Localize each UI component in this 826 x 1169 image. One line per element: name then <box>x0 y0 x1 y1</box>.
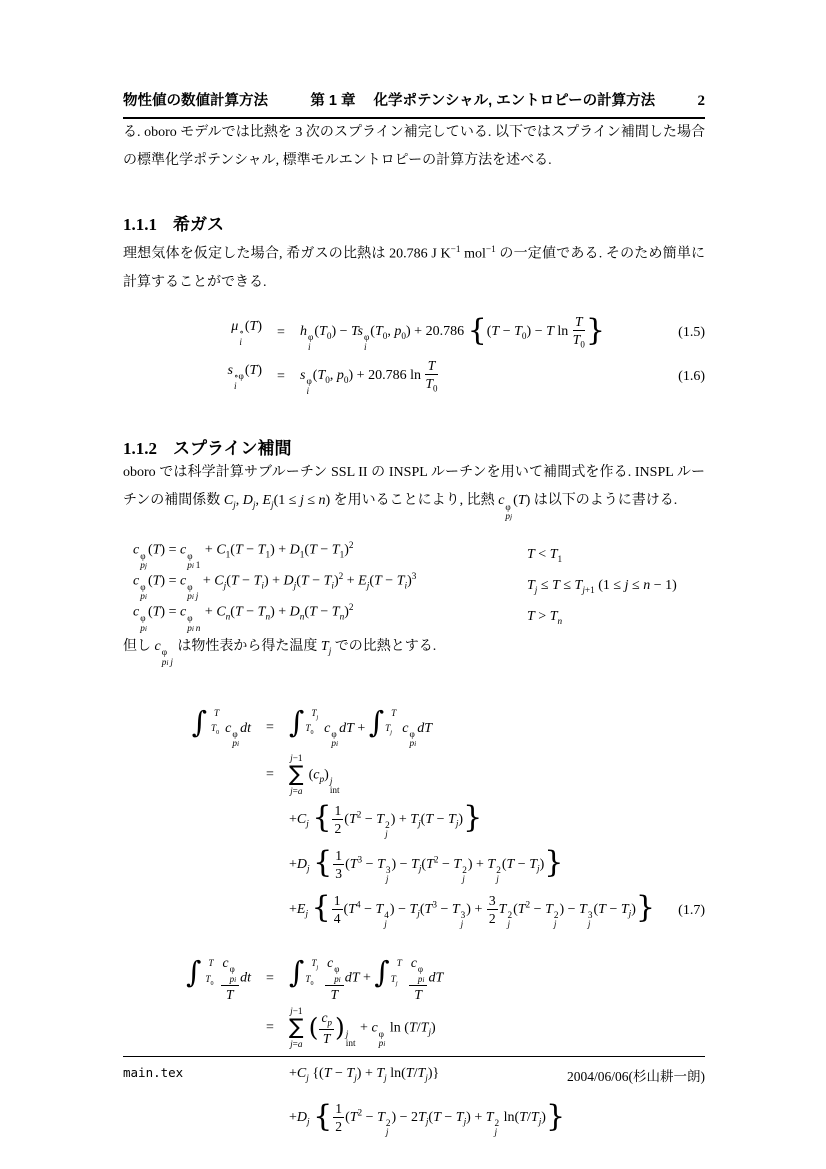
spline-formula: c φ pi (T) = c φ pi j + $C_j(T - T_i) + D_j(T - T_i)^2 + E_j(T - T_i)^3$ <box>133 571 417 602</box>
equation-lhs: s ∘φ i (T) <box>227 362 262 391</box>
equation-1-6 <box>200 355 705 399</box>
equation-rhs: ∫ $T_j$ $T_0$ c φ pi dT + ∫ T $T_j$ c φ pi dT <box>289 704 433 749</box>
footer-date-author: 2004/06/06(杉山耕一朗) <box>567 1069 705 1084</box>
equation-rhs: $+E_j$ { $\frac{1}{4}$ ($T^4 - T$ 4 j ) − $T_j(T^3 - T$ 3 j ) + $\frac{3}{2}$ T 2 j ($T^2 - T$ 2 j ) − T 3 j $(T - T_j)$} <box>289 890 656 930</box>
equation-rhs: ∫ $T_j$ $T_0$ c φ pi T dT + ∫ T $T_j$ c φ pi T dT <box>289 954 444 1003</box>
equation-number: (1.5) <box>678 325 705 341</box>
spline-equation-row <box>133 571 705 602</box>
equation-number: (1.7) <box>678 903 705 919</box>
equation-rhs: $+C_j$ {$(T - T_j) + T_j$ $\ln(T/T_j)$} <box>289 1066 440 1083</box>
equation-row <box>165 1007 705 1049</box>
page-footer <box>123 1056 705 1085</box>
section-heading-1-1-1 <box>123 215 705 235</box>
equation-row <box>165 801 705 841</box>
equals-sign: = <box>266 767 274 783</box>
equation-number: (1.6) <box>678 369 705 385</box>
header-chapter-label: 第 1 章 <box>310 93 356 109</box>
section-title: スプライン補間 <box>173 439 292 459</box>
equation-lhs: ∫ T $T_0$ c φ pi dt <box>191 704 251 749</box>
header-doc-title: 物性値の数値計算方法 <box>123 93 268 109</box>
section-title: 希ガス <box>173 215 224 234</box>
equation-row <box>165 955 705 1002</box>
equation-row <box>165 846 705 886</box>
equation-rhs: h φ i $(T_0) - Ts$ φ i ($T_0$, $p_0) + 20.786$ {$(T - T_0) - T$ ln $\frac{T}{T_0}$ } <box>300 312 605 352</box>
equation-rhs: j−1 ∑ j=a $(c_p)$ j int <box>289 753 340 797</box>
equation-group-1-5-1-6 <box>123 311 705 399</box>
equals-sign: = <box>266 720 274 736</box>
spline-condition: $T > T_n$ <box>527 609 563 627</box>
spline-formula: c φ pi (T) = c φ pi n + $C_n(T - T_n) + D_n(T - T_n)^2$ <box>133 602 354 633</box>
header-chapter-heading <box>310 89 655 110</box>
equation-rhs: $+D_j$ { $\frac{1}{3}$ ($T^3 - T$ 3 j ) − $T_j(T^2 - T$ 2 j ) + T 2 j $(T - T_j)$} <box>289 845 564 885</box>
spline-equation-row <box>133 602 705 633</box>
equation-rhs: s φ i ($T_0$, $p_0) + 20.786$ ln $\frac{T}{T_0}$ <box>300 357 438 396</box>
equation-1-5 <box>200 311 705 355</box>
integral-equation-block-1 <box>123 704 705 932</box>
spline-paragraph: oboro では科学計算サブルーチン SSL II の INSPL ルーチンを用いて補間式を作る. INSPL ルーチンの補間係数 $C_j$, $D_j$, $E_j(1 \le j \le n)$ を用いることにより, 比熱 c φ pj (T) は以下のように書ける. <box>123 465 705 522</box>
spline-condition: $T < T_1$ <box>527 547 563 564</box>
integral-equation-block-2 <box>123 955 705 1139</box>
equation-row <box>165 891 705 931</box>
equals-sign: = <box>277 325 285 341</box>
page-content <box>123 0 705 1144</box>
section-number: 1.1.2 <box>123 439 157 459</box>
equation-lhs: ∫ T $T_0$ c φ pi T dt <box>186 954 251 1003</box>
header-chapter-title: 化学ポテンシャル, エントロピーの計算方法 <box>373 93 656 109</box>
equation-rhs: $+D_j$ { $\frac{1}{2}$ ($T^2 - T$ 2 j ) − $2T_j(T - T_j) + T$ 2 j $\ln(T/T_j)$} <box>289 1098 566 1138</box>
spline-equation-row <box>133 540 705 571</box>
equation-rhs: j−1 ∑ j=a ( $\frac{c_p}{T}$ ) j int + c φ pi $\ln (T/T_j)$ <box>289 1006 436 1050</box>
section-number: 1.1.1 <box>123 215 157 234</box>
equation-row <box>165 704 705 749</box>
page-header <box>123 89 705 119</box>
footer-filename: main.tex <box>123 1065 184 1080</box>
equals-sign: = <box>277 369 285 385</box>
spline-equation-block <box>123 540 705 633</box>
section-heading-1-1-2 <box>123 439 705 459</box>
equation-row <box>165 754 705 796</box>
noble-gas-paragraph: 理想気体を仮定した場合, 希ガスの比熱は 20.786 J $K^{-1}$ mol$^{-1}$ の一定値である. そのため簡単に計算することができる. <box>123 244 706 291</box>
intro-paragraph: る. oboro モデルでは比熱を 3 次のスプライン補完している. 以下ではスプライン補間した場合の標準化学ポテンシャル, 標準モルエントロピーの計算方法を述べる. <box>123 125 705 168</box>
equals-sign: = <box>266 970 274 986</box>
spline-formula: c φ pj (T) = c φ pi 1 + $C_1(T - T_1) + D_1(T - T_1)^2$ <box>133 539 354 571</box>
equation-row <box>165 1099 705 1139</box>
equation-lhs: μ ∘ i (T) <box>231 318 262 347</box>
header-page-number: 2 <box>697 93 705 109</box>
spline-condition: $T_j \le T \le T_{j+1}$ (1 ≤ j ≤ n − 1) <box>527 578 677 595</box>
note-paragraph: 但し c φ pi j は物性表から得た温度 $T_j$ での比熱とする. <box>123 639 437 667</box>
equals-sign: = <box>266 1020 274 1036</box>
equation-rhs: $+C_j$ { $\frac{1}{2}$ ($T^2 - T$ 2 j ) + $T_j(T - T_j)$} <box>289 800 483 840</box>
